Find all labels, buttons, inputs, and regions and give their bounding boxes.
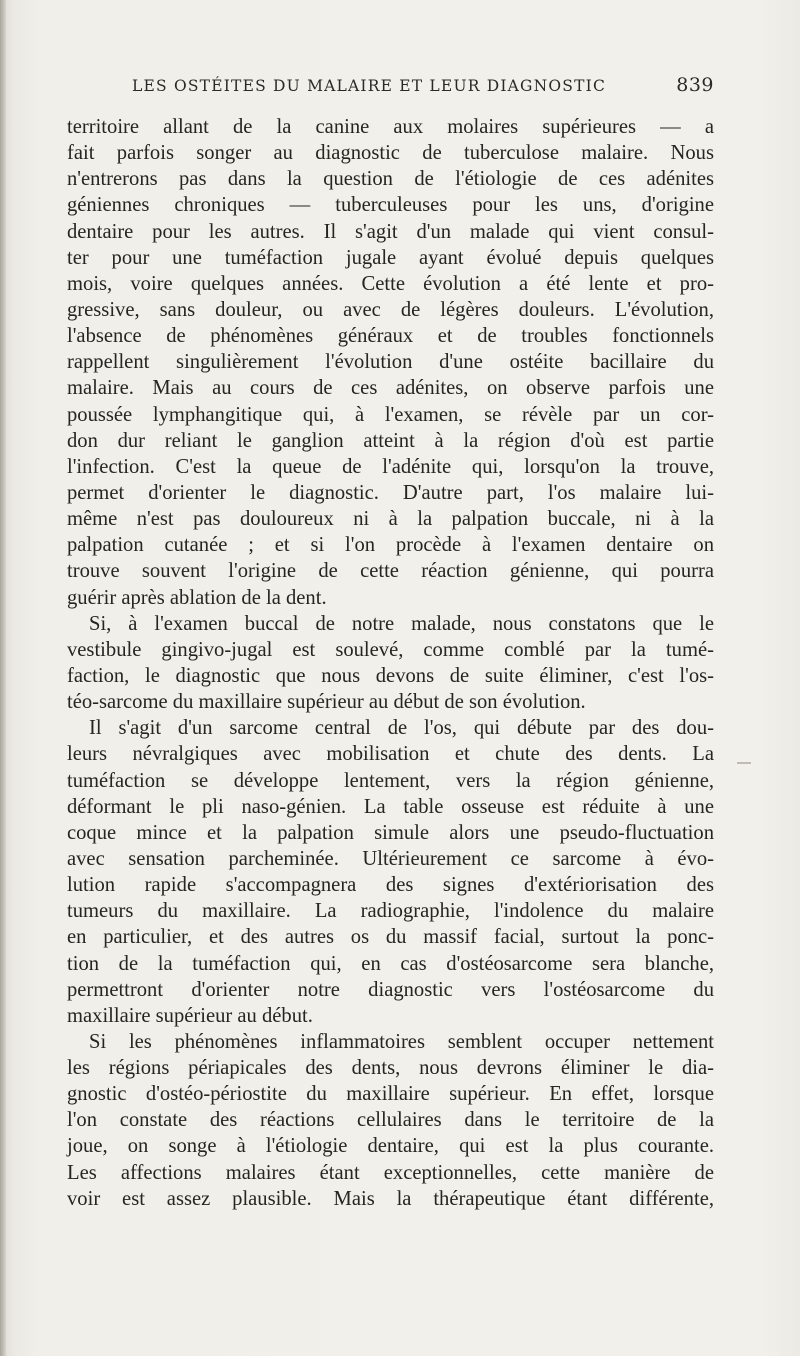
text-line: Il s'agit d'un sarcome central de l'os, qui débute par des dou- — [89, 717, 714, 740]
text-line: faction, le diagnostic que nous devons de suite éliminer, c'est l'os- — [67, 664, 714, 687]
text-line: territoire allant de la canine aux molaires supérieures — a — [67, 116, 714, 138]
page-spine-shadow — [0, 0, 6, 1356]
text-line: don dur reliant le ganglion atteint à la région d'où est partie — [67, 429, 714, 452]
text-line: l'absence de phénomènes généraux et de troubles fonctionnels — [67, 325, 714, 348]
text-line: leurs névralgiques avec mobilisation et chute des dents. La — [67, 743, 714, 766]
text-line: géniennes chroniques — tuberculeuses pour les uns, d'origine — [67, 194, 714, 217]
text-line: joue, on songe à l'étiologie dentaire, qui est la plus courante. — [67, 1135, 714, 1158]
text-line: permet d'orienter le diagnostic. D'autre part, l'os malaire lui- — [67, 481, 714, 504]
text-line: en particulier, et des autres os du massif facial, surtout la ponc- — [67, 926, 714, 949]
text-line: Les affections malaires étant exceptionnelles, cette manière de — [67, 1161, 714, 1184]
running-head — [132, 74, 714, 96]
text-line: voir est assez plausible. Mais la thérapeutique étant différente, — [67, 1187, 714, 1210]
text-line: coque mince et la palpation simule alors une pseudo-fluctuation — [67, 821, 714, 844]
text-line: dentaire pour les autres. Il s'agit d'un malade qui vient consul- — [67, 220, 714, 243]
text-line: gnostic d'ostéo-périostite du maxillaire supérieur. En effet, lorsque — [67, 1083, 714, 1106]
text-line: tumeurs du maxillaire. La radiographie, l'indolence du malaire — [67, 900, 714, 923]
text-line: avec sensation parcheminée. Ultérieurement ce sarcome à évo- — [67, 847, 714, 870]
text-line: lution rapide s'accompagnera des signes d'extériorisation des — [67, 874, 714, 897]
text-line: mois, voire quelques années. Cette évolution a été lente et pro- — [67, 272, 714, 295]
text-line: rappellent singulièrement l'évolution d'une ostéite bacillaire du — [67, 351, 714, 374]
margin-mark — [737, 762, 751, 764]
text-line: tion de la tuméfaction qui, en cas d'ostéosarcome sera blanche, — [67, 952, 714, 975]
text-line: tuméfaction se développe lentement, vers la région génienne, — [67, 769, 714, 792]
text-line: trouve souvent l'origine de cette réaction génienne, qui pourra — [67, 560, 714, 583]
text-line: vestibule gingivo-jugal est soulevé, comme comblé par la tumé- — [67, 638, 714, 661]
text-line: Si les phénomènes inflammatoires semblent occuper nettement — [89, 1030, 714, 1053]
text-line: l'infection. C'est la queue de l'adénite qui, lorsqu'on la trouve, — [67, 455, 714, 478]
text-line: n'entrerons pas dans la question de l'étiologie de ces adénites — [67, 168, 714, 191]
text-line: fait parfois songer au diagnostic de tuberculose malaire. Nous — [67, 142, 714, 165]
text-line: maxillaire supérieur au début. — [67, 1004, 313, 1027]
text-line: palpation cutanée ; et si l'on procède à l'examen dentaire on — [67, 534, 714, 557]
text-line: malaire. Mais au cours de ces adénites, on observe parfois une — [67, 377, 714, 400]
text-line: permettront d'orienter notre diagnostic vers l'ostéosarcome du — [67, 978, 714, 1001]
text-line: déformant le pli naso-génien. La table osseuse est réduite à une — [67, 795, 714, 818]
body-text — [67, 114, 714, 1212]
text-line: l'on constate des réactions cellulaires dans le territoire de la — [67, 1109, 714, 1132]
running-head-title: LES OSTÉITES DU MALAIRE ET LEUR DIAGNOSTIC — [132, 77, 607, 95]
text-line: Si, à l'examen buccal de notre malade, nous constatons que le — [89, 612, 714, 635]
text-line: téo-sarcome du maxillaire supérieur au début de son évolution. — [67, 691, 586, 714]
text-line: les régions périapicales des dents, nous devrons éliminer le dia- — [67, 1057, 714, 1080]
text-line: poussée lymphangitique qui, à l'examen, se révèle par un cor- — [67, 403, 714, 426]
text-line: guérir après ablation de la dent. — [67, 586, 327, 609]
text-line: ter pour une tuméfaction jugale ayant évolué depuis quelques — [67, 246, 714, 269]
page-number: 839 — [676, 74, 714, 96]
text-line: même n'est pas douloureux ni à la palpation buccale, ni à la — [67, 508, 714, 531]
text-line: gressive, sans douleur, ou avec de légères douleurs. L'évolution, — [67, 298, 714, 321]
